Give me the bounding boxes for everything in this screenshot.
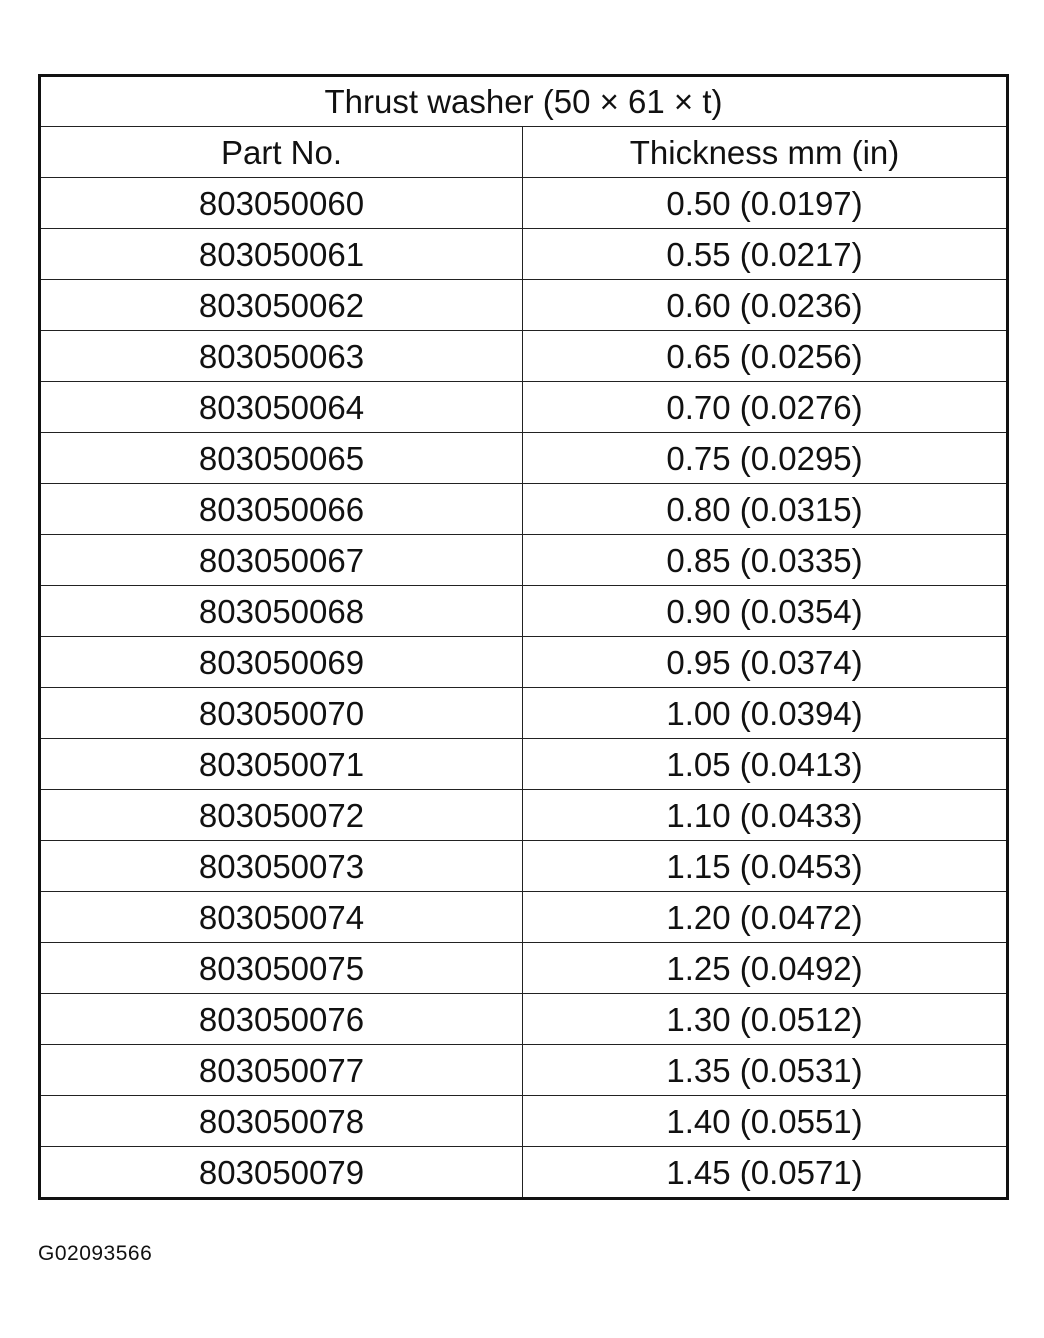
part-number-cell: 803050063 bbox=[40, 331, 523, 382]
part-number-cell: 803050062 bbox=[40, 280, 523, 331]
table-row bbox=[40, 994, 1008, 1045]
part-number-cell: 803050071 bbox=[40, 739, 523, 790]
part-number-cell: 803050066 bbox=[40, 484, 523, 535]
thickness-cell: 1.40 (0.0551) bbox=[523, 1096, 1008, 1147]
thickness-cell: 0.90 (0.0354) bbox=[523, 586, 1008, 637]
part-number-cell: 803050061 bbox=[40, 229, 523, 280]
table-row bbox=[40, 178, 1008, 229]
thickness-cell: 0.95 (0.0374) bbox=[523, 637, 1008, 688]
table-row bbox=[40, 943, 1008, 994]
part-number-cell: 803050079 bbox=[40, 1147, 523, 1199]
table-row bbox=[40, 331, 1008, 382]
part-number-cell: 803050073 bbox=[40, 841, 523, 892]
table-row bbox=[40, 484, 1008, 535]
part-number-cell: 803050077 bbox=[40, 1045, 523, 1096]
table-row bbox=[40, 1096, 1008, 1147]
table-title: Thrust washer (50 × 61 × t) bbox=[40, 76, 1008, 127]
table-row bbox=[40, 841, 1008, 892]
table-row bbox=[40, 382, 1008, 433]
table-row bbox=[40, 535, 1008, 586]
figure-id: G02093566 bbox=[38, 1242, 153, 1265]
column-header-thickness: Thickness mm (in) bbox=[523, 127, 1008, 178]
part-number-cell: 803050076 bbox=[40, 994, 523, 1045]
table-row bbox=[40, 586, 1008, 637]
thickness-cell: 1.45 (0.0571) bbox=[523, 1147, 1008, 1199]
thrust-washer-table bbox=[38, 74, 1009, 1200]
part-number-cell: 803050060 bbox=[40, 178, 523, 229]
thickness-cell: 1.20 (0.0472) bbox=[523, 892, 1008, 943]
thickness-cell: 0.70 (0.0276) bbox=[523, 382, 1008, 433]
part-number-cell: 803050068 bbox=[40, 586, 523, 637]
table-row bbox=[40, 1147, 1008, 1199]
part-number-cell: 803050072 bbox=[40, 790, 523, 841]
table-row bbox=[40, 637, 1008, 688]
thickness-cell: 0.80 (0.0315) bbox=[523, 484, 1008, 535]
table-row bbox=[40, 739, 1008, 790]
table-row bbox=[40, 1045, 1008, 1096]
table-row bbox=[40, 688, 1008, 739]
thickness-cell: 0.55 (0.0217) bbox=[523, 229, 1008, 280]
part-number-cell: 803050065 bbox=[40, 433, 523, 484]
thickness-cell: 0.50 (0.0197) bbox=[523, 178, 1008, 229]
table-row bbox=[40, 433, 1008, 484]
part-number-cell: 803050074 bbox=[40, 892, 523, 943]
table-body bbox=[40, 178, 1008, 1199]
thickness-cell: 1.00 (0.0394) bbox=[523, 688, 1008, 739]
part-number-cell: 803050070 bbox=[40, 688, 523, 739]
table-header-row bbox=[40, 127, 1008, 178]
thickness-cell: 1.30 (0.0512) bbox=[523, 994, 1008, 1045]
table-row bbox=[40, 790, 1008, 841]
thickness-cell: 1.05 (0.0413) bbox=[523, 739, 1008, 790]
thickness-cell: 1.15 (0.0453) bbox=[523, 841, 1008, 892]
table-row bbox=[40, 229, 1008, 280]
thickness-cell: 0.85 (0.0335) bbox=[523, 535, 1008, 586]
column-header-part-no: Part No. bbox=[40, 127, 523, 178]
part-number-cell: 803050069 bbox=[40, 637, 523, 688]
thickness-cell: 1.35 (0.0531) bbox=[523, 1045, 1008, 1096]
table-row bbox=[40, 280, 1008, 331]
thickness-cell: 1.25 (0.0492) bbox=[523, 943, 1008, 994]
part-number-cell: 803050075 bbox=[40, 943, 523, 994]
table-title-row bbox=[40, 76, 1008, 127]
part-number-cell: 803050067 bbox=[40, 535, 523, 586]
part-number-cell: 803050064 bbox=[40, 382, 523, 433]
thickness-cell: 0.75 (0.0295) bbox=[523, 433, 1008, 484]
table-row bbox=[40, 892, 1008, 943]
part-number-cell: 803050078 bbox=[40, 1096, 523, 1147]
thickness-cell: 0.65 (0.0256) bbox=[523, 331, 1008, 382]
thickness-cell: 0.60 (0.0236) bbox=[523, 280, 1008, 331]
thickness-cell: 1.10 (0.0433) bbox=[523, 790, 1008, 841]
